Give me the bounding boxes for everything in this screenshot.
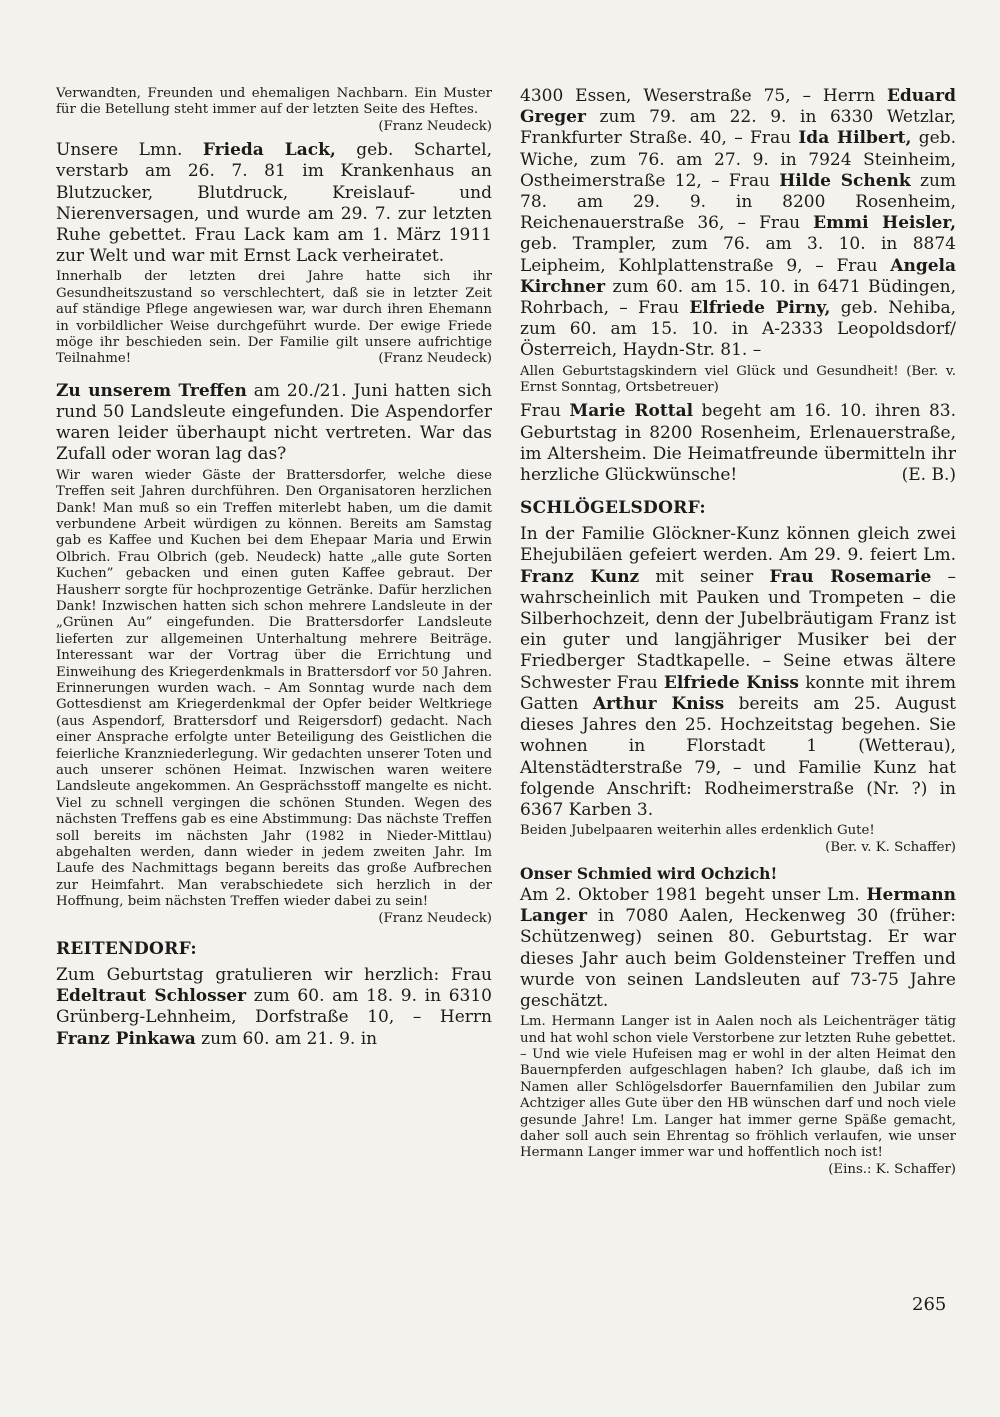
person-name: Hilde Schenk [779, 170, 911, 191]
person-name: Franz Kunz [520, 566, 640, 587]
paragraph-meeting-detail: Wir waren wieder Gäste der Brattersdorfer, welche diese Treffen seit Jahren durchführen. Den Organisatoren herzlichen Dank! Man muß so ein Treffen miterlebt haben, um die damit verbundene Arbeit würdigen zu können. Bereits am Samstag gab es Kaffee und Kuchen bei dem Ehepaar Maria und Erwin Olbrich. Frau Olbrich (geb. Neudeck) hatte „alle gute Sorten Kuchen” gebacken und einen guten Kaffee gebraut. Der Hausherr sorgte für hochprozentige Getränke. Dafür herzlichen Dank! Inzwischen hatten sich schon mehrere Landsleute in der „Grünen Au” eingefunden. Die Brattersdorfer Landsleute lieferten zur allgemeinen Unterhaltung mehrere Beiträge. Interessant war der Vortrag über die Errichtung und Einweihung des Kriegerdenkmals in Brattersdorf vor 50 Jahren. Erinnerungen wurden wach. – Am Sonntag wurde nach dem Gottesdienst am Kriegerdenkmal der Opfer beider Weltkriege (aus Aspendorf, Brattersdorf und Reigersdorf) gedacht. Nach einer Ansprache erfolgte unter Beteiligung des Geistlichen die feierliche Kranzniederlegung. Wir gedachten unserer Toten und auch unserer schönen Heimat. Inzwischen waren weitere Landsleute angekommen. An Gesprächsstoff mangelte es nicht. Viel zu schnell vergingen die schönen Stunden. Wegen des nächsten Treffens gab es eine Abstimmung: Das nächste Treffen soll bereits im nächsten Jahr (1982 in Nieder-Mittlau) abgehalten werden, dann wieder in jedem zweiten Jahr. Im Laufe des Nachmittags begann bereits das große Aufbrechen zur Heimfahrt. Man verabschiedete sich herzlich in der Hoffnung, beim nächsten Treffen wieder dabei zu sein! (Franz Neudeck) [56, 467, 492, 926]
section-heading-reitendorf: REITENDORF: [56, 939, 197, 960]
person-name: Angela Kirchner [520, 255, 956, 297]
paragraph-rottal: Frau Marie Rottal begeht am 16. 10. ihren 83. Geburtstag in 8200 Rosenheim, Erlenauerstraße, im Altersheim. Die Heimatfreunde übermitteln ihr herzliche Glückwünsche! (E. B.) [520, 401, 956, 486]
section-heading-schmied: Onser Schmied wird Ochzich! [520, 863, 778, 883]
paragraph-obituary-detail: Innerhalb der letzten drei Jahre hatte sich ihr Gesundheitszustand so verschlechtert, daß sie in letzter Zeit auf ständige Pflege angewiesen war, war durch ihren Ehemann in vorbildlicher Weise durchgeführt wurde. Der ewige Friede möge ihr beschieden sein. Der Familie gilt unsere aufrichtige Teilnahme! (Franz Neudeck) [56, 269, 492, 367]
person-name: Eduard Greger [520, 86, 957, 128]
paragraph-birthday-wishes: Allen Geburtstagskindern viel Glück und Gesundheit! (Ber. v. Ernst Sonntag, Ortsbetreuer) [520, 363, 956, 396]
paragraph-birthdays: Zum Geburtstag gratulieren wir herzlich: Frau Edeltraut Schlosser zum 60. am 18. 9. in 6310 Grünberg-Lehnheim, Dorfstraße 10, – Herrn Franz Pinkawa zum 60. am 21. 9. in [56, 965, 492, 1049]
person-name: Emmi Heisler, [813, 213, 956, 234]
section-heading-schloegelsdorf: SCHLÖGELSDORF: [520, 498, 706, 519]
bold-lead: Zu unserem Treffen [56, 380, 247, 401]
right-column [520, 86, 956, 1183]
paragraph-langer-detail: Lm. Hermann Langer ist in Aalen noch als Leichenträger tätig und hat wohl schon viele Verstorbene zur letzten Ruhe gebettet. – Und wie viele Hufeisen mag er wohl in der alten Heimat den Bauernpferden aufgeschlagen haben? Ich glaube, daß ich im Namen aller Schlögelsdorfer Bauernfamilien den Jubilar zum Achtziger alles Gute über den HB wünschen darf und noch viele gesunde Jahre! Lm. Langer hat immer gerne Späße gemacht, daher soll auch sein Ehrentag so fröhlich verlaufen, wie unser Hermann Langer immer war und hoffentlich noch ist! (Eins.: K. Schaffer) [520, 1014, 956, 1177]
paragraph-langer: Am 2. Oktober 1981 begeht unser Lm. Hermann Langer in 7080 Aalen, Heckenweg 30 (früher: Schützenweg) seinen 80. Geburtstag. Er war dieses Jahr auch beim Goldensteiner Treffen und wurde von seinen Landsleuten auf 73-75 Jahre geschätzt. [520, 884, 957, 1011]
person-name: Elfriede Kniss [663, 672, 799, 693]
left-column [56, 86, 492, 1052]
signature: (Eins.: K. Schaffer) [828, 1161, 956, 1177]
signature: (E. B.) [901, 465, 956, 486]
signature: (Franz Neudeck) [378, 351, 492, 367]
person-name: Ida Hilbert, [798, 128, 912, 149]
paragraph-meeting: Zu unserem Treffen am 20./21. Juni hatten sich rund 50 Landsleute eingefunden. Die Aspendorfer waren leider überhaupt nicht vertreten. War das Zufall oder woran lag das? [56, 380, 492, 465]
paragraph-birthdays-continued: 4300 Essen, Weserstraße 75, – Herrn Eduard Greger zum 79. am 22. 9. in 6330 Wetzlar, Frankfurter Straße. 40, – Frau Ida Hilbert, geb. Wiche, zum 76. am 27. 9. in 7924 Steinheim, Ostheimerstraße 12, – Frau Hilde Schenk zum 78. am 29. 9. in 8200 Rosenheim, Reichenauerstraße 36, – Frau Emmi Heisler, geb. Trampler, zum 76. am 3. 10. in 8874 Leipheim, Kohlplattenstraße 9, – Frau Angela Kirchner zum 60. am 15. 10. in 6471 Büdingen, Rohrbach, – Frau Elfriede Pirny, geb. Nehiba, zum 60. am 15. 10. in A-2333 Leopoldsdorf/Österreich, Haydn-Str. 81. – [520, 86, 957, 361]
paragraph-jubilee: In der Familie Glöckner-Kunz können gleich zwei Ehejubiläen gefeiert werden. Am 29. 9. feiert Lm. Franz Kunz mit seiner Frau Rosemarie – wahrscheinlich mit Pauken und Trompeten – die Silberhochzeit, denn der Jubelbräutigam Franz ist ein guter und langjähriger Musiker bei der Friedberger Stadtkapelle. – Seine etwas ältere Schwester Frau Elfriede Kniss konnte mit ihrem Gatten Arthur Kniss bereits am 25. August dieses Jahres den 25. Hochzeitstag begehen. Sie wohnen in Florstadt 1 (Wetterau), Altenstädterstraße 79, – und Familie Kunz hat folgende Anschrift: Rodheimerstraße (Nr. ?) in 6367 Karben 3. [520, 524, 957, 820]
signature: (Ber. v. K. Schaffer) [825, 839, 956, 855]
person-name: Edeltraut Schlosser [56, 986, 247, 1007]
person-name: Marie Rottal [569, 401, 694, 422]
person-name: Arthur Kniss [592, 693, 725, 714]
person-name: Franz Pinkawa [56, 1028, 196, 1049]
person-name: Frieda Lack, [202, 140, 336, 161]
page-number: 265 [912, 1294, 947, 1315]
person-name: Frau Rosemarie [769, 566, 932, 587]
signature: (Franz Neudeck) [378, 910, 492, 926]
signature: (Franz Neudeck) [378, 118, 492, 134]
paragraph-jubilee-wishes: Beiden Jubelpaaren weiterhin alles erdenklich Gute! (Ber. v. K. Schaffer) [520, 823, 956, 855]
person-name: Hermann Langer [520, 884, 956, 927]
paragraph-obituary: Unsere Lmn. Frieda Lack, geb. Schartel, verstarb am 26. 7. 81 im Krankenhaus an Blutzucker, Blutdruck, Kreislauf- und Nierenversagen, und wurde am 29. 7. zur letzten Ruhe gebettet. Frau Lack kam am 1. März 1911 zur Welt und war mit Ernst Lack verheiratet. [56, 140, 493, 267]
paragraph-intro: Verwandten, Freunden und ehemaligen Nachbarn. Ein Muster für die Betellung steht immer auf der letzten Seite des Heftes. (Franz Neudeck) [56, 86, 492, 134]
person-name: Elfriede Pirny, [689, 298, 831, 319]
